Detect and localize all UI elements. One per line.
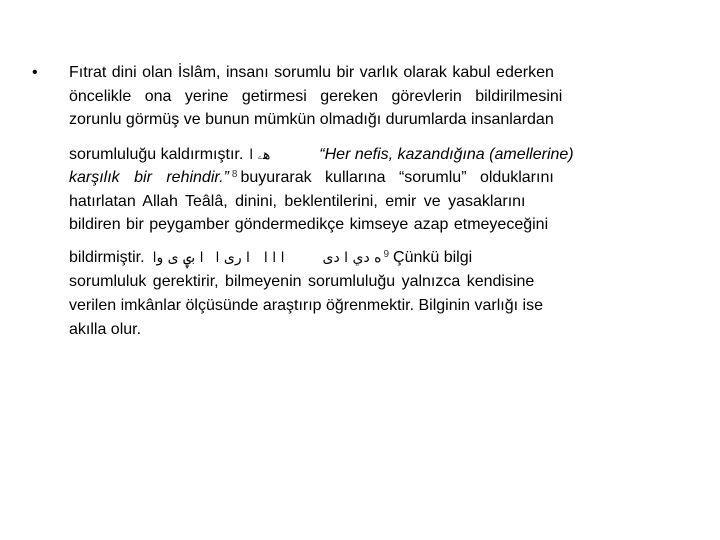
text-line-2 <box>69 85 671 109</box>
footnote-marker: 9 <box>383 249 390 260</box>
text-line-6 <box>69 190 671 214</box>
quote-text: “Her nefis, kazandığına (amellerine) <box>319 146 574 163</box>
arabic-verse-fragment: ﻩ ﺩﻱ ﺍ ﺩﻯ <box>322 250 382 266</box>
line-text: Çünkü bilgi <box>393 249 473 266</box>
arabic-verse-fragment: ﺍ ﺭﻯ ﺍ <box>215 250 250 266</box>
line-text: öncelikle ona yerine getirmesi gereken görevlerin bildirilmesini <box>69 88 563 105</box>
footnote-marker: 8 <box>231 169 238 180</box>
bullet-point: • <box>32 64 38 81</box>
text-line-4 <box>69 143 671 167</box>
line-text: sorumluluğu kaldırmıştır. <box>69 146 244 163</box>
arabic-verse-fragment: ﺍ ﺑۑ ﻯ ﻭﺍ <box>152 250 204 266</box>
line-text: Fıtrat dini olan İslâm, insanı sorumlu bir varlık olarak kabul ederken <box>69 64 554 81</box>
text-line-11 <box>69 318 671 342</box>
line-text: verilen imkânlar ölçüsünde araştırıp öğrenmektir. Bilginin varlığı ise <box>69 297 543 314</box>
arabic-verse-fragment: ﻫۦ ﺍ <box>249 147 271 163</box>
line-text: bildiren bir peygamber göndermedikçe kimseye azap etmeyeceğini <box>69 216 549 233</box>
text-line-5 <box>69 166 671 190</box>
line-text: buyurarak kullarına “sorumlu” olduklarını <box>240 169 554 186</box>
line-text: bildirmiştir. <box>69 249 145 266</box>
line-text: akılla olur. <box>69 321 142 338</box>
line-text: hatırlatan Allah Teâlâ, dinini, beklentilerini, emir ve yasaklarını <box>69 193 526 210</box>
text-line-10 <box>69 294 671 318</box>
text-line-8 <box>69 246 671 270</box>
text-line-9 <box>69 270 671 294</box>
text-line-1 <box>69 61 671 85</box>
text-line-7 <box>69 213 671 237</box>
line-text: zorunlu görmüş ve bunun mümkün olmadığı durumlarda insanlardan <box>69 111 554 128</box>
quote-text: karşılık bir rehindir.” <box>69 169 229 186</box>
text-line-3 <box>69 108 671 132</box>
line-text: sorumluluk gerektirir, bilmeyenin sorumluluğu yalnızca kendisine <box>69 273 535 290</box>
arabic-verse-fragment: ﺍ ﺍ ﺍ <box>263 250 285 266</box>
